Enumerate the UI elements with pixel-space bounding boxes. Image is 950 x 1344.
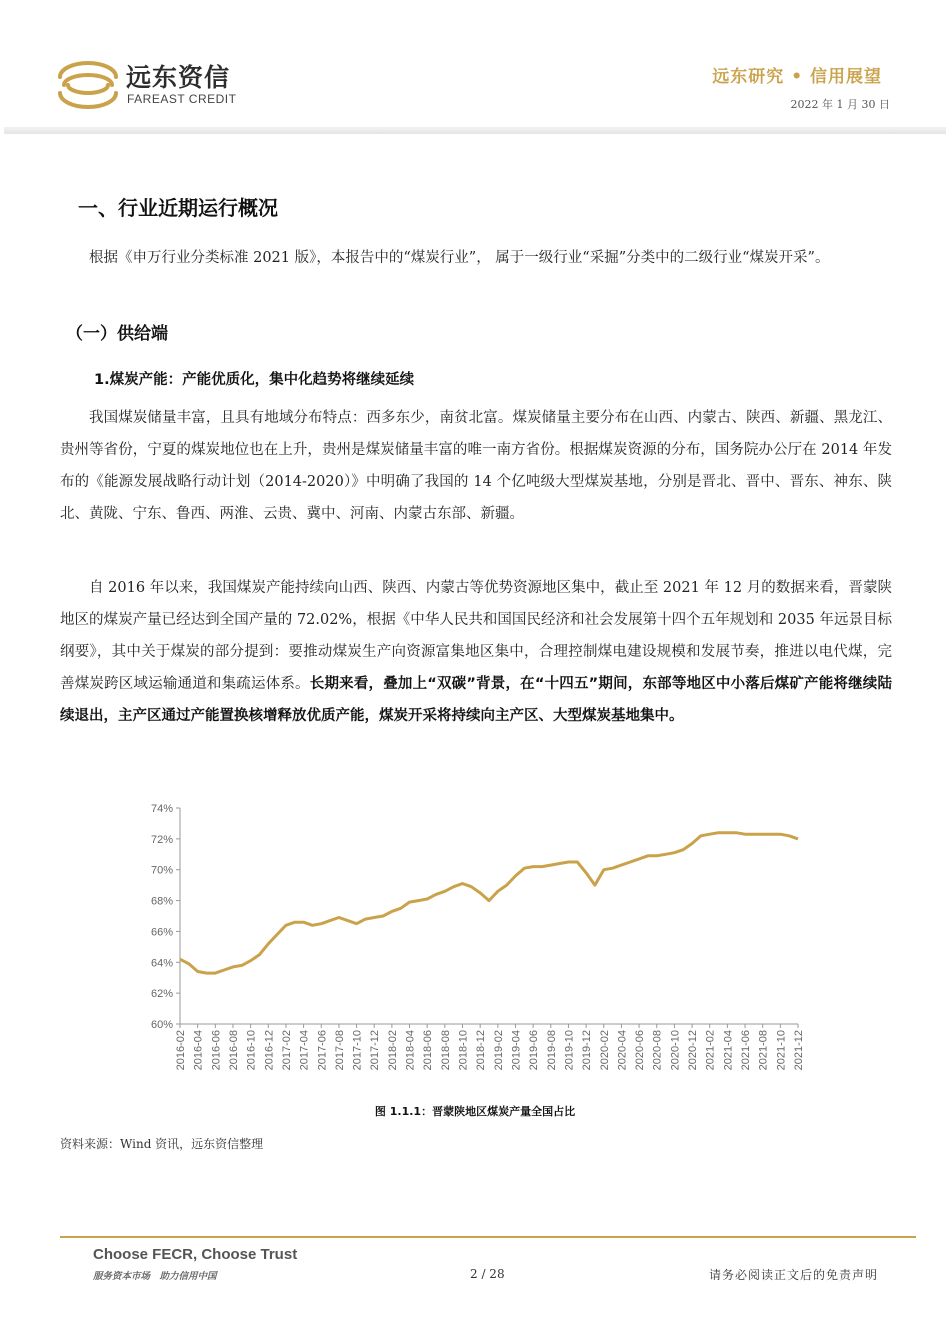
x-tick-label: 2019-08 xyxy=(545,1030,558,1071)
x-tick-label: 2021-08 xyxy=(757,1030,770,1071)
x-tick-label: 2019-04 xyxy=(510,1030,523,1071)
x-tick-label: 2021-10 xyxy=(775,1030,788,1071)
x-tick-label: 2019-02 xyxy=(492,1030,505,1071)
concentration-highlight: 长期来看，叠加上“双碳”背景，在“十四五”期间，东部等地区中小落后煤矿产能将继续陆续退出，主产区通过产能置换核增释放优质产能，煤炭开采将持续向主产区、大型煤炭基地集中。 xyxy=(60,676,892,724)
x-tick-label: 2020-06 xyxy=(634,1030,647,1071)
page-number: 2 / 28 xyxy=(470,1267,505,1281)
x-tick-label: 2016-04 xyxy=(192,1030,205,1071)
x-tick-label: 2016-12 xyxy=(263,1030,276,1071)
x-tick-label: 2017-04 xyxy=(298,1030,311,1071)
x-tick-label: 2016-06 xyxy=(210,1030,223,1071)
x-tick-label: 2018-12 xyxy=(475,1030,488,1071)
y-tick-label: 64% xyxy=(150,957,173,970)
report-date: 2022 年 1 月 30 日 xyxy=(790,98,890,111)
report-series: 远东研究 • 信用展望 xyxy=(712,67,882,87)
x-axis xyxy=(175,1024,805,1070)
footer-slogan: Choose FECR, Choose Trust xyxy=(93,1246,298,1263)
footer-tagline: 服务资本市场 助力信用中国 xyxy=(93,1271,217,1282)
y-tick-label: 62% xyxy=(150,988,173,1001)
series-line xyxy=(180,833,798,973)
section-title: 一、行业近期运行概况 xyxy=(78,196,278,220)
x-tick-label: 2021-06 xyxy=(740,1030,753,1071)
footer-divider xyxy=(60,1236,916,1238)
x-tick-label: 2020-10 xyxy=(669,1030,682,1071)
concentration-text: 自 2016 年以来，我国煤炭产能持续向山西、陕西、内蒙古等优势资源地区集中，截止至 2021 年 12 月的数据来看，晋蒙陕地区的煤炭产量已经达到全国产量的 72.02%，根据《中华人民共和国国民经济和社会发展第十四个五年规划和 2035 年远景目标纲要》，其中关于煤炭的部分提到：要推动煤炭生产向资源富集地区集中，合理控制煤电建设规模和发展节奏，推进以电代煤，完善煤炭跨区域运输通道和集疏运体系。 xyxy=(60,580,892,692)
reserves-paragraph: 我国煤炭储量丰富，且具有地域分布特点：西多东少，南贫北富。煤炭储量主要分布在山西、内蒙古、陕西、新疆、黑龙江、贵州等省份，宁夏的煤炭地位也在上升，贵州是煤炭储量丰富的唯一南方省份。根据煤炭资源的分布，国务院办公厅在 2014 年发布的《能源发展战略行动计划（2014-2020）》中明确了我国的 14 个亿吨级大型煤炭基地，分别是晋北、晋中、晋东、神东、陕北、黄陇、宁东、鲁西、两淮、云贵、冀中、河南、内蒙古东部、新疆。 xyxy=(60,410,892,522)
x-tick-label: 2019-12 xyxy=(581,1030,594,1071)
x-tick-label: 2018-04 xyxy=(404,1030,417,1071)
y-tick-label: 60% xyxy=(150,1019,173,1031)
y-tick-label: 72% xyxy=(150,833,173,846)
logo-subtitle: FAREAST CREDIT xyxy=(127,92,237,106)
y-tick-label: 74% xyxy=(150,803,173,815)
concentration-paragraph xyxy=(60,572,892,732)
x-tick-label: 2017-02 xyxy=(280,1030,293,1071)
x-tick-label: 2020-04 xyxy=(616,1030,629,1071)
subsection-title: （一）供给端 xyxy=(66,324,168,344)
line-chart xyxy=(130,790,820,1100)
x-tick-label: 2021-02 xyxy=(704,1030,717,1071)
logo-emblem-icon xyxy=(60,63,116,107)
source-note: 资料来源：Wind 资讯，远东资信整理 xyxy=(60,1137,264,1151)
y-tick-label: 66% xyxy=(150,926,173,939)
x-tick-label: 2019-10 xyxy=(563,1030,576,1071)
series-layer xyxy=(180,833,798,973)
y-tick-label: 70% xyxy=(150,864,173,877)
x-tick-label: 2018-02 xyxy=(386,1030,399,1071)
x-tick-label: 2021-12 xyxy=(793,1030,805,1071)
x-tick-label: 2020-02 xyxy=(598,1030,611,1071)
disclaimer-note: 请务必阅读正文后的免责声明 xyxy=(708,1268,878,1282)
x-tick-label: 2020-12 xyxy=(687,1030,700,1071)
logo-text: 远东资信 xyxy=(126,63,231,92)
logo xyxy=(54,55,124,115)
y-axis xyxy=(151,803,180,1031)
x-tick-label: 2018-08 xyxy=(439,1030,452,1071)
x-tick-label: 2019-06 xyxy=(528,1030,541,1071)
x-tick-label: 2020-08 xyxy=(651,1030,664,1071)
header-divider xyxy=(4,127,946,134)
x-tick-label: 2016-08 xyxy=(227,1030,240,1071)
x-tick-label: 2018-10 xyxy=(457,1030,470,1071)
figure-caption: 图 1.1.1：晋蒙陕地区煤炭产量全国占比 xyxy=(374,1105,576,1118)
x-tick-label: 2017-12 xyxy=(369,1030,382,1071)
x-tick-label: 2017-06 xyxy=(316,1030,329,1071)
topic-heading: 1.煤炭产能：产能优质化，集中化趋势将继续延续 xyxy=(94,372,415,388)
intro-paragraph: 根据《申万行业分类标准 2021 版》，本报告中的“煤炭行业”， 属于一级行业“采掘”分类中的二级行业“煤炭开采”。 xyxy=(89,250,830,266)
x-tick-label: 2017-10 xyxy=(351,1030,364,1071)
x-tick-label: 2021-04 xyxy=(722,1030,735,1071)
x-tick-label: 2016-02 xyxy=(175,1030,187,1071)
x-tick-label: 2017-08 xyxy=(333,1030,346,1071)
y-tick-label: 68% xyxy=(150,895,173,908)
x-tick-label: 2016-10 xyxy=(245,1030,258,1071)
x-tick-label: 2018-06 xyxy=(422,1030,435,1071)
